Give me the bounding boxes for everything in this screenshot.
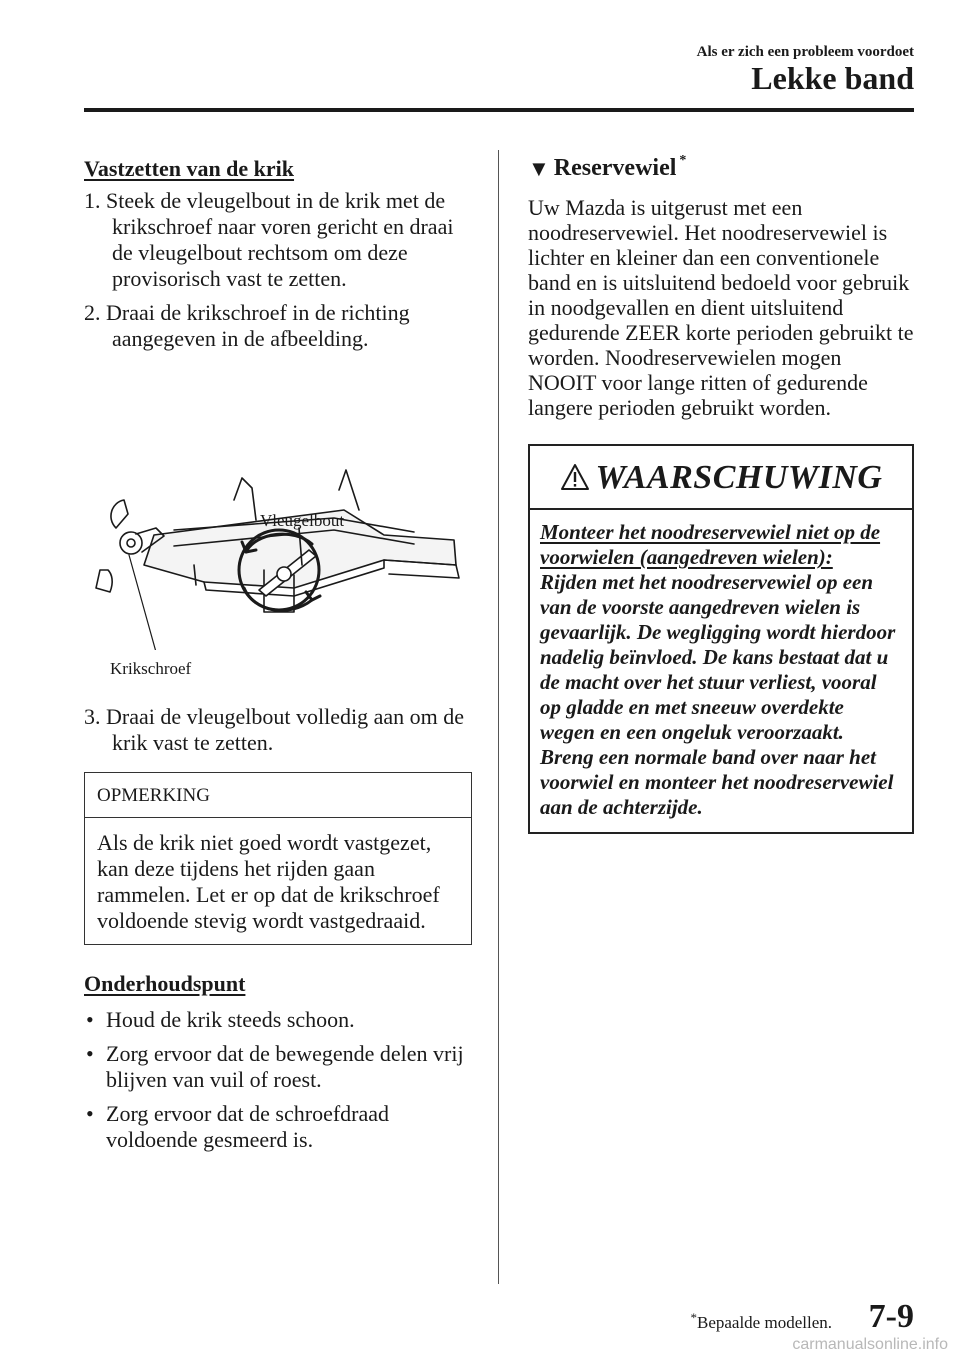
section-heading bbox=[528, 153, 914, 181]
maintenance-item-text: Zorg ervoor dat de bewegende delen vrij blijven van vuil of roest. bbox=[106, 1041, 464, 1092]
jack-illustration bbox=[84, 360, 472, 678]
maintenance-item-text: Houd de krik steeds schoon. bbox=[106, 1007, 355, 1032]
wing-bolt-label: Vleugelbout bbox=[260, 511, 345, 530]
bullet-icon: • bbox=[86, 1041, 94, 1066]
step-number: 3. bbox=[84, 704, 101, 729]
footer-note bbox=[690, 1310, 832, 1333]
warning-triangle-icon bbox=[560, 463, 590, 491]
triangle-marker-icon: ▼ bbox=[528, 156, 550, 181]
warning-lead: Monteer het noodreservewiel niet op de voorwielen (aangedreven wielen): bbox=[540, 520, 881, 569]
section-heading-text: Reservewiel bbox=[553, 155, 677, 181]
bullet-icon: • bbox=[86, 1007, 94, 1032]
bullet-icon: • bbox=[86, 1101, 94, 1126]
maintenance-item bbox=[84, 1041, 472, 1093]
note-box bbox=[84, 772, 472, 945]
warning-title: WAARSCHUWING bbox=[595, 458, 883, 496]
spare-wheel-body: Uw Mazda is uitgerust met een noodreservewiel. Het noodreservewiel is lichter en kleiner dan een conventionele band en is uitsluitend bedoeld voor gebruik in noodgevallen en dient uitsluitend gedurende ZEER korte perioden gebruikt te worden. Noodreservewielen mogen NOOIT voor lange ritten of gedurende langere perioden gebruikt worden. bbox=[528, 195, 914, 420]
right-column bbox=[528, 153, 914, 834]
warning-header bbox=[530, 446, 912, 510]
step-text: Draai de krikschroef in de richting aangegeven in de afbeelding. bbox=[106, 300, 410, 351]
step-text: Steek de vleugelbout in de krik met de krikschroef naar voren gericht en draai de vleugelbout rechtsom om deze provisorisch vast te zetten. bbox=[106, 188, 454, 291]
maintenance-item bbox=[84, 1101, 472, 1153]
jack-drawing bbox=[84, 360, 472, 650]
left-column bbox=[84, 156, 472, 1161]
note-body: Als de krik niet goed wordt vastgezet, kan deze tijdens het rijden gaan rammelen. Let er op dat de krikschroef voldoende stevig wordt vastgedraaid. bbox=[97, 830, 440, 933]
step-text: Draai de vleugelbout volledig aan om de krik vast te zetten. bbox=[106, 704, 464, 755]
footer-note-text: Bepaalde modellen. bbox=[696, 1313, 832, 1332]
warning-box bbox=[528, 444, 914, 834]
note-title: OPMERKING bbox=[85, 773, 471, 818]
column-divider bbox=[498, 150, 499, 1284]
jack-screw-label: Krikschroef bbox=[110, 659, 192, 678]
step-number: 2. bbox=[84, 300, 101, 325]
maintenance-item bbox=[84, 1007, 472, 1033]
step-1 bbox=[84, 188, 472, 292]
maintenance-heading: Onderhoudspunt bbox=[84, 971, 246, 996]
watermark: carmanualsonline.info bbox=[792, 1336, 948, 1353]
header-divider bbox=[84, 108, 914, 112]
star-icon: * bbox=[679, 153, 687, 168]
running-header-section: Als er zich een probleem voordoet bbox=[696, 44, 914, 60]
maintenance-item-text: Zorg ervoor dat de schroefdraad voldoende gesmeerd is. bbox=[106, 1101, 390, 1152]
warning-text: Rijden met het noodreservewiel op een van de voorste aangedreven wielen is gevaarlijk. De wegligging wordt hierdoor nadelig beïnvloed. De kans bestaat dat u de macht over het stuur verliest, vooral op gladde en met sneeuw overdekte wegen en een ongeluk veroorzaakt. Breng een normale band over naar het voorwiel en monteer het noodreservewiel aan de achterzijde. bbox=[540, 570, 896, 819]
section-subheading: Vastzetten van de krik bbox=[84, 156, 295, 181]
page-number: 7-9 bbox=[868, 1298, 914, 1335]
warning-body bbox=[530, 510, 912, 832]
star-icon: * bbox=[690, 1310, 697, 1325]
step-number: 1. bbox=[84, 188, 101, 213]
page-title: Lekke band bbox=[751, 60, 914, 96]
step-2 bbox=[84, 300, 472, 352]
step-3 bbox=[84, 704, 472, 756]
